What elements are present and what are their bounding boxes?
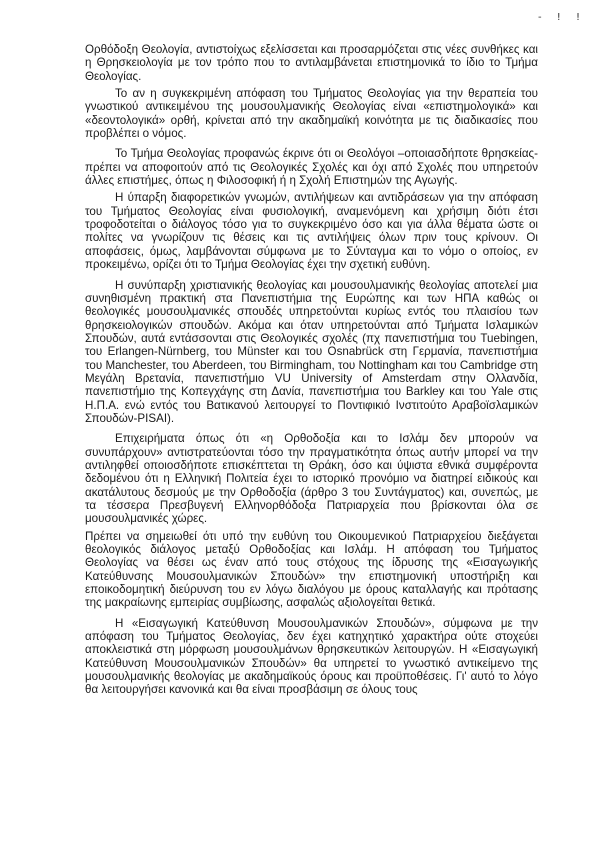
corner-marks: - ! ! bbox=[538, 12, 586, 23]
paragraph: Επιχειρήματα όπως ότι «η Ορθοδοξία και το Ισλάμ δεν μπορούν να συνυπάρχουν» αντιστρατεύονται τόσο την πραγματικότητα όπως αυτήν μπορεί να την αντιληφθεί οποιοσδήποτε επισκέπτεται τη Θράκη, όσο και ύψιστα εθνικά συμφέροντα δεδομένου ότι η Ελληνική Πολιτεία έχει το ιστορικό προνόμιο να διατηρεί ειδικούς και ακατάλυτους δεσμούς με την Ορθοδοξία (άρθρο 3 του Συντάγματος) και, συνεπώς, με τα τέσσερα Πρεσβυγενή Ελληνορθόδοξα Πατριαρχεία που βρίσκονται όλα σε μουσουλμανικές χώρες. bbox=[85, 432, 538, 526]
paragraph: Το Τμήμα Θεολογίας προφανώς έκρινε ότι οι Θεολόγοι –οποιασδήποτε θρησκείας- πρέπει να αποφοιτούν από τις Θεολογικές Σχολές και όχι από Σχολές που υπηρετούν άλλες επιστήμες, όπως η Φιλοσοφική ή η Σχολή Επιστημών της Αγωγής. bbox=[85, 147, 538, 188]
paragraph: Η «Εισαγωγική Κατεύθυνση Μουσουλμανικών Σπουδών», σύμφωνα με την απόφαση του Τμήματος Θεολογίας, δεν έχει κατηχητικό χαρακτήρα ούτε στοχεύει αποκλειστικά στη μόρφωση μουσουλμάνων θρησκευτικών λειτουργών. Η «Εισαγωγική Κατεύθυνση Μουσουλμανικών Σπουδών» θα υπηρετεί το γνωστικό αντικείμενο της μουσουλμανικής θεολογίας με ακαδημαϊκούς όρους και προϋποθέσεις. Γι' αυτό το λόγο θα λειτουργήσει κανονικά και θα είναι προσβάσιμη σε όλους τους bbox=[85, 616, 538, 697]
body-text bbox=[85, 43, 538, 701]
paragraph: Πρέπει να σημειωθεί ότι υπό την ευθύνη του Οικουμενικού Πατριαρχείου διεξάγεται θεολογικός διάλογος μεταξύ Ορθοδοξίας και Ισλάμ. Η απόφαση του Τμήματος Θεολογίας να θέσει ως έναν από τους στόχους της ίδρυσης της «Εισαγωγικής Κατεύθυνσης Μουσουλμανικών Σπουδών» την επιστημονική υποστήριξη και εποικοδομητική διεύρυνση του εν λόγω διαλόγου με όρους καταλλαγής και πρότασης της μακραίωνης εμπειρίας συμβίωσης, ασφαλώς αξιολογείται θετικά. bbox=[85, 529, 538, 610]
paragraph: Ορθόδοξη Θεολογία, αντιστοίχως εξελίσσεται και προσαρμόζεται στις νέες συνθήκες και η Θρησκειολογία με τον τρόπο που το αντιλαμβάνεται επιστημονικά το ίδιο το Τμήμα Θεολογίας. bbox=[85, 43, 538, 83]
paragraph: Η συνύπαρξη χριστιανικής θεολογίας και μουσουλμανικής θεολογίας αποτελεί μια συνηθισμένη πρακτική στα Πανεπιστήμια της Ευρώπης και των ΗΠΑ καθώς οι θεολογικές μουσουλμανικές σπουδές υπηρετούνται κυρίως εντός του πλαισίου των θρησκειολογικών σπουδών. Ακόμα και όταν υπηρετούνται από Τμήματα Ισλαμικών Σπουδών, αυτά εντάσσονται στις Θεολογικές σχολές (πχ πανεπιστήμια του Tuebingen, του Erlangen-Nürnberg, του Münster και του Osnabrück στη Γερμανία, πανεπιστήμια του Manchester, του Aberdeen, του Birmingham, του Nottingham και του Cambridge στη Μεγάλη Βρετανία, πανεπιστήμιο VU University of Amsterdam στην Ολλανδία, πανεπιστήμιο της Κοπεγχάγης στη Δανία, πανεπιστήμια του Barkley και του Yale στις Η.Π.Α. ενώ εντός του Βατικανού λειτουργεί το Ποντιφικιό Ινστιτούτο Αραβοϊσλαμικών Σπουδών-PISAI). bbox=[85, 278, 538, 425]
paragraph: Το αν η συγκεκριμένη απόφαση του Τμήματος Θεολογίας για την θεραπεία του γνωστικού αντικειμένου της μουσουλμανικής Θεολογίας είναι «επιστημολογικά» και «δεοντολογικά» ορθή, κρίνεται από την ακαδημαϊκή κοινότητα με τις διαδικασίες που προβλέπει ο νόμος. bbox=[85, 87, 538, 141]
paragraph: Η ύπαρξη διαφορετικών γνωμών, αντιλήψεων και αντιδράσεων για την απόφαση του Τμήματος Θεολογίας είναι φυσιολογική, αναμενόμενη και χρήσιμη διότι έτσι τροφοδοτείται ο διάλογος τόσο για το συγκεκριμένο όσο και για άλλα θέματα ώστε οι πολίτες να γνωρίζουν τις θέσεις και τις αντιλήψεις όλων πριν τους κρίνουν. Οι αποφάσεις, όμως, λαμβάνονται σύμφωνα με το Σύνταγμα και το νόμο ο οποίος, εν προκειμένω, ορίζει ότι το Τμήμα Θεολογίας έχει την σχετική ευθύνη. bbox=[85, 191, 538, 272]
